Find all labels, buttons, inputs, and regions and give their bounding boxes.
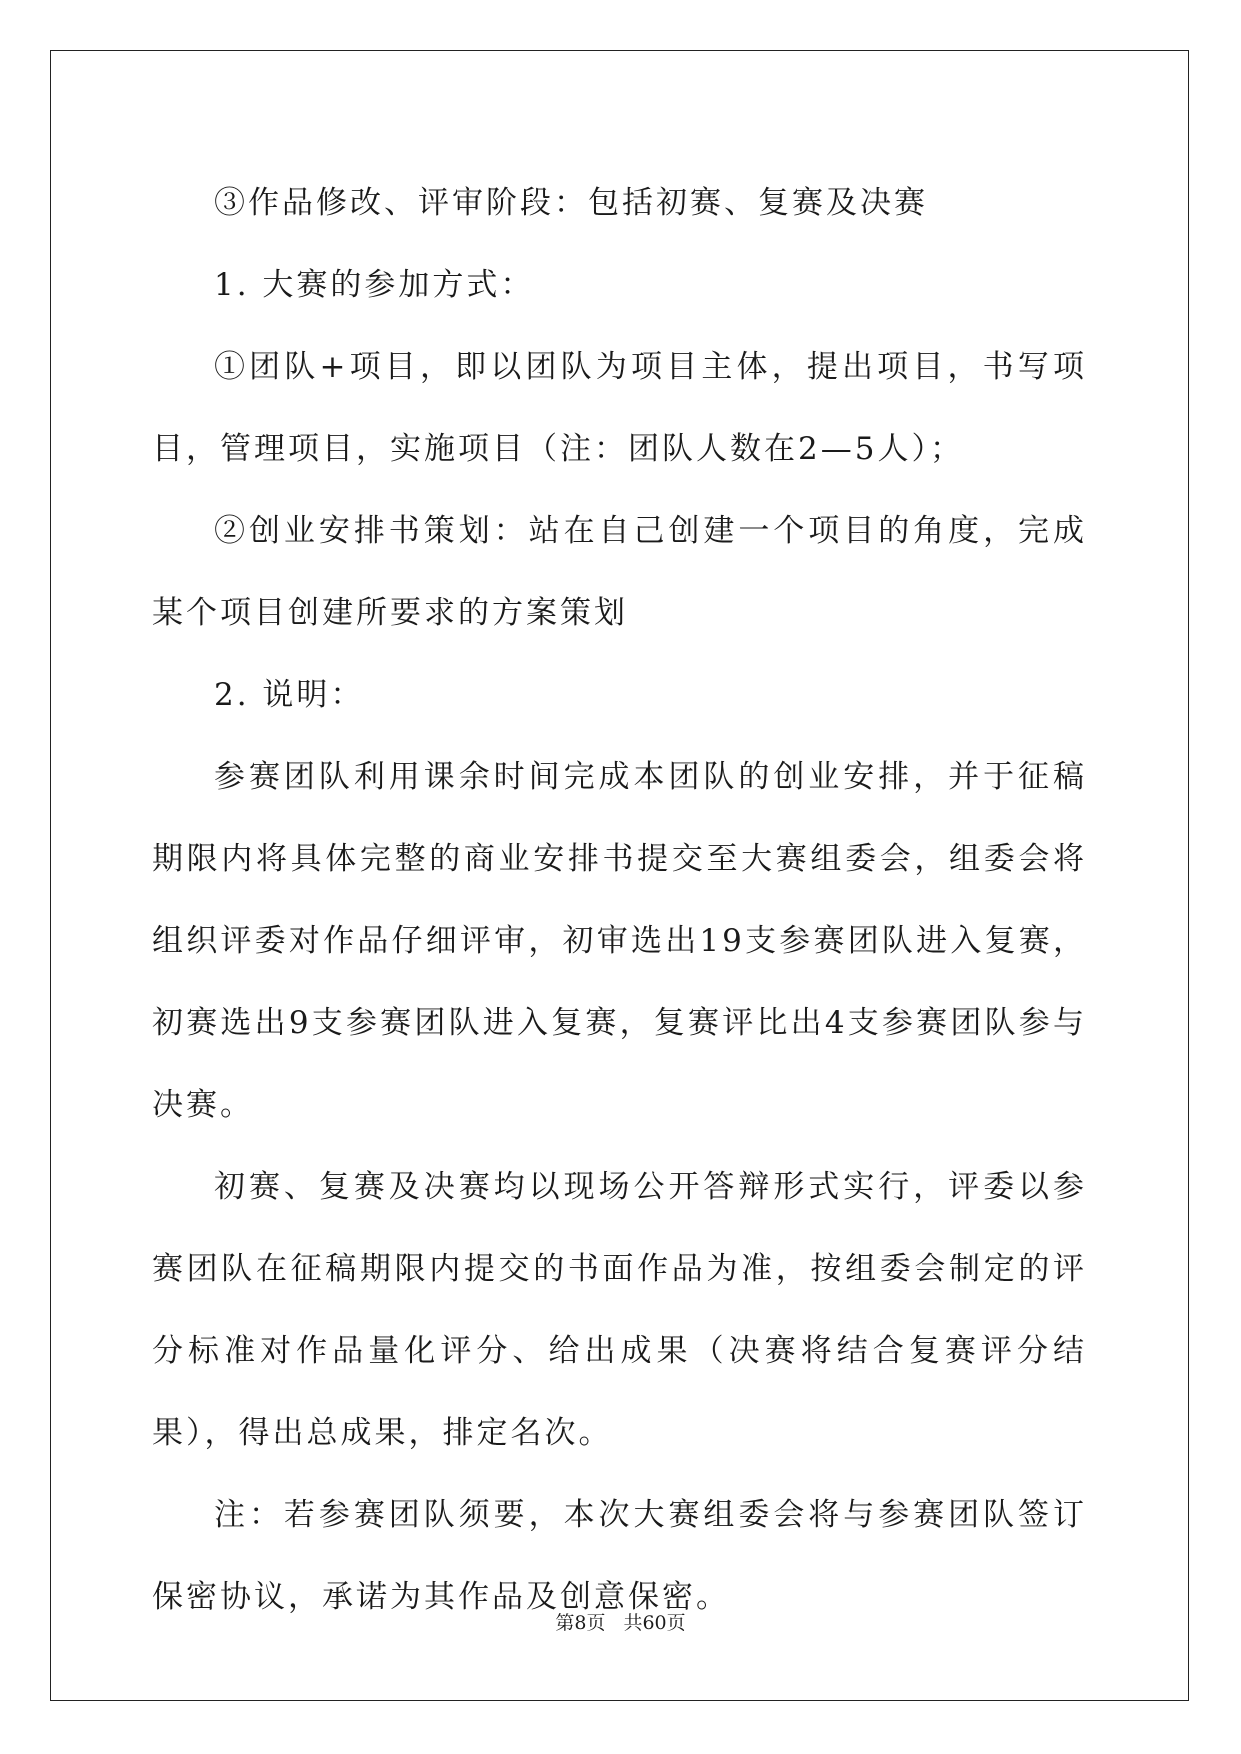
- page-footer: [0, 1608, 1241, 1635]
- paragraph-stage-review: ③作品修改、评审阶段：包括初赛、复赛及决赛: [214, 185, 928, 221]
- paragraph-business-plan: ②创业安排书策划：站在自己创建一个项目的角度，完成某个项目创建所要求的方案策划: [152, 513, 1087, 631]
- paragraph-participation-heading: 1. 大赛的参加方式：: [214, 267, 535, 303]
- page-number: 第8页: [555, 1612, 606, 1634]
- paragraph-confidentiality-note: 注：若参赛团队须要，本次大赛组委会将与参赛团队签订保密协议，承诺为其作品及创意保密。: [152, 1497, 1087, 1615]
- document-body: [152, 162, 1087, 1638]
- paragraph-team-project: ①团队+项目，即以团队为项目主体，提出项目，书写项目，管理项目，实施项目（注：团队人数在2—5人）；: [152, 349, 1087, 467]
- paragraph-explanation-heading: 2. 说明：: [214, 677, 365, 713]
- paragraph-submission-process: 参赛团队利用课余时间完成本团队的创业安排，并于征稿期限内将具体完整的商业安排书提交至大赛组委会，组委会将组织评委对作品仔细评审，初审选出19支参赛团队进入复赛，初赛选出9支参赛团队进入复赛，复赛评比出4支参赛团队参与决赛。: [152, 759, 1087, 1123]
- paragraph-defense-format: 初赛、复赛及决赛均以现场公开答辩形式实行，评委以参赛团队在征稿期限内提交的书面作品为准，按组委会制定的评分标准对作品量化评分、给出成果（决赛将结合复赛评分结果），得出总成果，排定名次。: [152, 1169, 1087, 1451]
- page-total: 共60页: [623, 1612, 686, 1634]
